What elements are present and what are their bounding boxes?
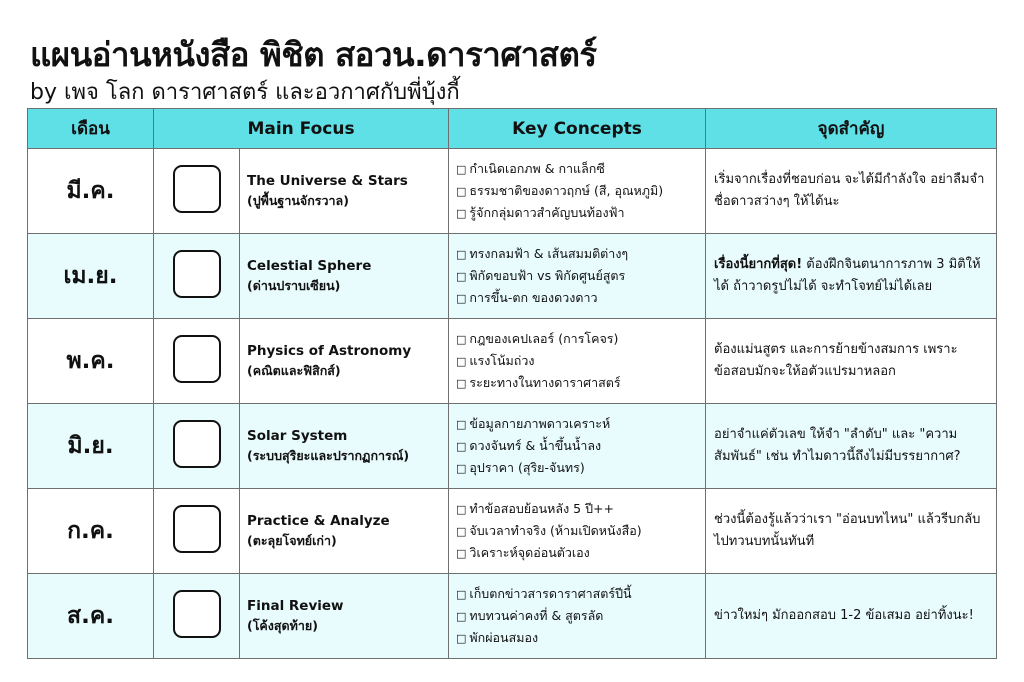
main-focus-cell [240,489,449,574]
note-emphasis: เรื่องนี้ยากที่สุด! [714,257,803,272]
note-text: ข่าวใหม่ๆ มักออกสอบ 1-2 ข้อเสมอ อย่าทิ้งนะ! [714,608,974,623]
concept-item: □ รู้จักกลุ่มดาวสำคัญบนท้องฟ้า [456,205,625,220]
focus-title: Practice & Analyze [247,513,390,529]
note-text: ต้องแม่นสูตร และการย้ายข้างสมการ เพราะข้อสอบมักจะให้อตัวแปรมาหลอก [714,342,958,379]
checkbox-icon: □ [456,185,467,198]
table-header-row [28,109,997,149]
concept-item: □ ดวงจันทร์ & น้ำขึ้นน้ำลง [456,438,602,453]
main-focus-cell [240,149,449,234]
important-note-cell [706,404,997,489]
header-key-concepts: Key Concepts [449,109,706,149]
concept-item: □ ธรรมชาติของดาวฤกษ์ (สี, อุณหภูมิ) [456,183,664,198]
checkbox-icon: □ [456,525,467,538]
checkbox-icon: □ [456,270,467,283]
checkbox-icon: □ [456,632,467,645]
progress-checkbox[interactable] [173,335,221,383]
table-row [28,319,997,404]
checkbox-icon: □ [456,377,467,390]
month-cell: มิ.ย. [28,404,154,489]
key-concepts-cell [449,404,706,489]
concept-item: □ อุปราคา (สุริย-จันทร) [456,460,585,475]
progress-checkbox[interactable] [173,420,221,468]
page-subtitle: by เพจ โลก ดาราศาสตร์ และอวกาศกับพี่บุ้งกี้ [30,80,460,105]
concept-item: □ เก็บตกข่าวสารดาราศาสตร์ปีนี้ [456,586,632,601]
month-cell: เม.ย. [28,234,154,319]
checkbox-icon: □ [456,547,467,560]
focus-subtitle: (ระบบสุริยะและปรากฏการณ์) [247,448,410,463]
checkbox-icon: □ [456,163,467,176]
key-concepts-cell [449,149,706,234]
focus-title: Physics of Astronomy [247,343,412,359]
table-row [28,489,997,574]
concept-item: □ พิกัดขอบฟ้า vs พิกัดศูนย์สูตร [456,268,626,283]
study-plan-table [27,108,997,659]
concept-item: □ การขึ้น-ตก ของดวงดาว [456,290,598,305]
key-concepts-cell [449,319,706,404]
month-cell: ก.ค. [28,489,154,574]
concept-item: □ ข้อมูลกายภาพดาวเคราะห์ [456,416,611,431]
main-focus-cell [240,234,449,319]
focus-subtitle: (ด่านปราบเซียน) [247,278,341,293]
focus-subtitle: (ตะลุยโจทย์เก่า) [247,533,337,548]
important-note-cell [706,574,997,659]
progress-checkbox[interactable] [173,505,221,553]
table-row [28,404,997,489]
checkbox-icon: □ [456,292,467,305]
concept-item: □ ทบทวนค่าคงที่ & สูตรลัด [456,608,604,623]
note-text: เริ่มจากเรื่องที่ชอบก่อน จะได้มีกำลังใจ อย่าลืมจำชื่อดาวสว่างๆ ให้ได้นะ [714,172,985,209]
checkbox-icon: □ [456,207,467,220]
header-main-focus: Main Focus [154,109,449,149]
main-focus-cell [240,319,449,404]
main-focus-cell [240,404,449,489]
concept-item: □ กฎของเคปเลอร์ (การโคจร) [456,331,619,346]
focus-title: Solar System [247,428,348,444]
checkbox-icon: □ [456,462,467,475]
main-focus-cell [240,574,449,659]
concept-item: □ วิเคราะห์จุดอ่อนตัวเอง [456,545,590,560]
checkbox-icon: □ [456,355,467,368]
key-concepts-cell [449,574,706,659]
month-cell: พ.ค. [28,319,154,404]
progress-checkbox[interactable] [173,250,221,298]
checkbox-icon: □ [456,588,467,601]
progress-checkbox[interactable] [173,590,221,638]
month-cell: ส.ค. [28,574,154,659]
checkbox-icon: □ [456,503,467,516]
concept-item: □ ระยะทางในทางดาราศาสตร์ [456,375,621,390]
focus-title: Celestial Sphere [247,258,372,274]
focus-title: Final Review [247,598,344,614]
table-row [28,574,997,659]
checkbox-icon: □ [456,418,467,431]
important-note-cell [706,489,997,574]
note-text: ช่วงนี้ต้องรู้แล้วว่าเรา "อ่อนบทไหน" แล้วรีบกลับไปทวนบทนั้นทันที [714,512,981,549]
note-text: ต้องฝึกจินตนาการภาพ 3 มิติให้ได้ ถ้าวาดรูปไม่ได้ จะทำโจทย์ไม่ได้เลย [714,257,981,294]
concept-item: □ จับเวลาทำจริง (ห้ามเปิดหนังสือ) [456,523,642,538]
concept-item: □ พักผ่อนสมอง [456,630,539,645]
note-text: อย่าจำแค่ตัวเลข ให้จำ "ลำดับ" และ "ความสัมพันธ์" เช่น ทำไมดาวนี้ถึงไม่มีบรรยากาศ? [714,427,961,464]
important-note-cell [706,319,997,404]
checkbox-icon: □ [456,333,467,346]
focus-subtitle: (คณิตและฟิสิกส์) [247,363,341,378]
concept-item: □ กำเนิดเอกภพ & กาแล็กซี [456,161,605,176]
concept-item: □ แรงโน้มถ่วง [456,353,535,368]
key-concepts-cell [449,489,706,574]
checkbox-icon: □ [456,610,467,623]
focus-title: The Universe & Stars [247,173,408,189]
concept-item: □ ทรงกลมฟ้า & เส้นสมมติต่างๆ [456,246,629,261]
checkbox-icon: □ [456,440,467,453]
page-title: แผนอ่านหนังสือ พิชิต สอวน.ดาราศาสตร์ [30,35,597,74]
checkbox-icon: □ [456,248,467,261]
important-note-cell [706,149,997,234]
concept-item: □ ทำข้อสอบย้อนหลัง 5 ปี++ [456,501,614,516]
header-month: เดือน [28,109,154,149]
header-important-points: จุดสำคัญ [706,109,997,149]
key-concepts-cell [449,234,706,319]
important-note-cell [706,234,997,319]
progress-checkbox[interactable] [173,165,221,213]
table-row [28,149,997,234]
focus-subtitle: (ปูพื้นฐานจักรวาล) [247,193,349,208]
table-row [28,234,997,319]
focus-subtitle: (โค้งสุดท้าย) [247,618,318,633]
month-cell: มี.ค. [28,149,154,234]
